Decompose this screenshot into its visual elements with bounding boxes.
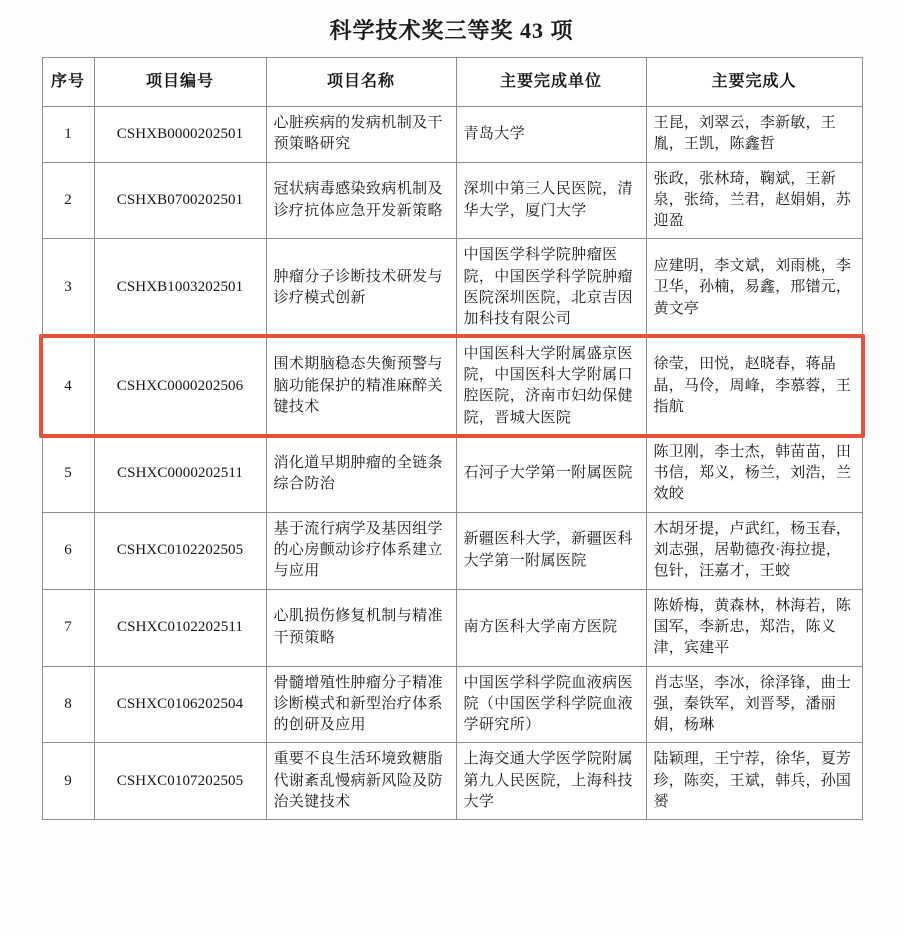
cell-code: CSHXC0102202505 <box>94 512 266 589</box>
award-table <box>42 57 863 820</box>
cell-people: 肖志坚，李冰，徐泽锋，曲士强，秦铁军，刘晋琴，潘丽娟，杨琳 <box>646 666 862 743</box>
cell-unit: 上海交通大学医学院附属第九人民医院，上海科技大学 <box>456 743 646 820</box>
cell-unit: 南方医科大学南方医院 <box>456 589 646 666</box>
table-row <box>42 107 862 163</box>
cell-people: 陆颖理，王宁荐，徐华，夏芳珍，陈奕，王斌，韩兵，孙国赟 <box>646 743 862 820</box>
cell-unit: 中国医学科学院血液病医院（中国医学科学院血液学研究所） <box>456 666 646 743</box>
column-header-people: 主要完成人 <box>646 58 862 107</box>
cell-project: 骨髓增殖性肿瘤分子精准诊断模式和新型治疗体系的创研及应用 <box>266 666 456 743</box>
cell-index: 4 <box>42 337 94 435</box>
table-row-highlighted <box>42 337 862 435</box>
cell-unit: 深圳中第三人民医院，清华大学，厦门大学 <box>456 162 646 239</box>
table-body <box>42 107 862 820</box>
cell-people: 王昆，刘翠云，李新敏，王胤，王凯，陈鑫哲 <box>646 107 862 163</box>
cell-project: 心肌损伤修复机制与精准干预策略 <box>266 589 456 666</box>
table-row <box>42 666 862 743</box>
cell-project: 围术期脑稳态失衡预警与脑功能保护的精准麻醉关键技术 <box>266 337 456 435</box>
table-header-row <box>42 58 862 107</box>
cell-index: 5 <box>42 435 94 512</box>
column-header-code: 项目编号 <box>94 58 266 107</box>
cell-people: 徐莹，田悦，赵晓春，蒋晶晶，马伶，周峰，李慕蓉，王指航 <box>646 337 862 435</box>
cell-unit: 石河子大学第一附属医院 <box>456 435 646 512</box>
cell-code: CSHXB1003202501 <box>94 239 266 337</box>
table-row <box>42 743 862 820</box>
table-row <box>42 162 862 239</box>
cell-code: CSHXC0102202511 <box>94 589 266 666</box>
table-row <box>42 239 862 337</box>
cell-people: 陈卫刚，李士杰，韩苗苗，田书信，郑义，杨兰，刘浩，兰效皎 <box>646 435 862 512</box>
cell-project: 基于流行病学及基因组学的心房颤动诊疗体系建立与应用 <box>266 512 456 589</box>
cell-code: CSHXC0106202504 <box>94 666 266 743</box>
cell-index: 2 <box>42 162 94 239</box>
cell-code: CSHXB0000202501 <box>94 107 266 163</box>
table-row <box>42 512 862 589</box>
cell-code: CSHXC0000202506 <box>94 337 266 435</box>
cell-code: CSHXC0000202511 <box>94 435 266 512</box>
page-title: 科学技术奖三等奖 43 项 <box>329 18 574 43</box>
cell-project: 心脏疾病的发病机制及干预策略研究 <box>266 107 456 163</box>
column-header-index: 序号 <box>42 58 94 107</box>
cell-index: 3 <box>42 239 94 337</box>
table-container <box>42 57 862 820</box>
cell-people: 应建明，李文斌，刘雨桃，李卫华，孙楠，易鑫，邢镨元，黄文亭 <box>646 239 862 337</box>
cell-unit: 中国医学科学院肿瘤医院，中国医学科学院肿瘤医院深圳医院，北京吉因加科技有限公司 <box>456 239 646 337</box>
cell-index: 8 <box>42 666 94 743</box>
table-row <box>42 589 862 666</box>
cell-people: 张政，张林琦，鞠斌，王新泉，张绮，兰君，赵娟娟，苏迎盈 <box>646 162 862 239</box>
cell-project: 冠状病毒感染致病机制及诊疗抗体应急开发新策略 <box>266 162 456 239</box>
cell-unit: 新疆医科大学，新疆医科大学第一附属医院 <box>456 512 646 589</box>
table-row <box>42 435 862 512</box>
cell-unit: 青岛大学 <box>456 107 646 163</box>
cell-unit: 中国医科大学附属盛京医院，中国医科大学附属口腔医院，济南市妇幼保健院，晋城大医院 <box>456 337 646 435</box>
cell-project: 重要不良生活环境致糖脂代谢紊乱慢病新风险及防治关键技术 <box>266 743 456 820</box>
table-header <box>42 58 862 107</box>
column-header-project: 项目名称 <box>266 58 456 107</box>
cell-index: 9 <box>42 743 94 820</box>
column-header-unit: 主要完成单位 <box>456 58 646 107</box>
cell-people: 木胡牙提，卢武红，杨玉春，刘志强，居勒德孜·海拉提，包针，汪嘉才，王蛟 <box>646 512 862 589</box>
cell-project: 消化道早期肿瘤的全链条综合防治 <box>266 435 456 512</box>
cell-people: 陈娇梅，黄森林，林海若，陈国军，李新忠，郑浩，陈义津，宾建平 <box>646 589 862 666</box>
cell-code: CSHXC0107202505 <box>94 743 266 820</box>
cell-index: 7 <box>42 589 94 666</box>
cell-code: CSHXB0700202501 <box>94 162 266 239</box>
cell-project: 肿瘤分子诊断技术研发与诊疗模式创新 <box>266 239 456 337</box>
cell-index: 1 <box>42 107 94 163</box>
cell-index: 6 <box>42 512 94 589</box>
